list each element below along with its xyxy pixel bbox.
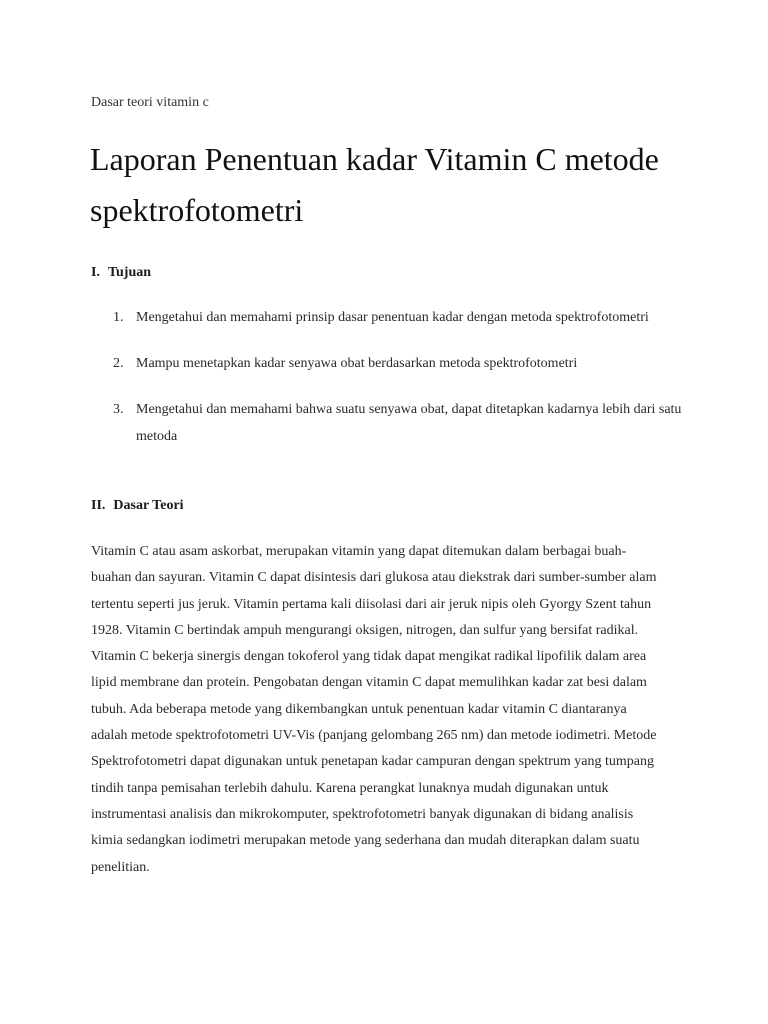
- list-item-text: Mengetahui dan memahami bahwa suatu senyawa obat, dapat ditetapkan kadarnya lebih dari satu metoda: [136, 402, 682, 444]
- body-paragraph: Vitamin C atau asam askorbat, merupakan vitamin yang dapat ditemukan dalam berbagai buah-buahan dan sayuran. Vitamin C dapat disintesis dari glukosa atau diekstrak dari sumber-sumber alam tertentu seperti jus jeruk. Vitamin pertama kali diisolasi dari air jeruk nipis oleh Gyorgy Szent tahun 1928. Vitamin C bertindak ampuh mengurangi oksigen, nitrogen, dan sulfur yang bersifat radikal. Vitamin C bekerja sinergis dengan tokoferol yang tidak dapat mengikat radikal lipofilik dalam area lipid membrane dan protein. Pengobatan dengan vitamin C dapat memulihkan kadar zat besi dalam tubuh. Ada beberapa metode yang dikembangkan untuk penentuan kadar vitamin C diantaranya adalah metode spektrofotometri UV-Vis (panjang gelombang 265 nm) dan metode iodimetri. Metode Spektrofotometri dapat digunakan untuk penetapan kadar campuran dengan spektrum yang tumpang tindih tanpa pemisahan terlebih dahulu. Karena perangkat lunaknya mudah digunakan untuk instrumentasi analisis dan mikrokomputer, spektrofotometri banyak digunakan di bidang analisis kimia sedangkan iodimetri merupakan metode yang sederhana dan mudah diterapkan dalam suatu penelitian.: [91, 544, 657, 875]
- list-marker: 2.: [113, 356, 124, 371]
- section-title: Dasar Teori: [113, 498, 184, 513]
- list-marker: 3.: [113, 402, 124, 417]
- section-number: I.: [91, 265, 100, 280]
- list-item: [91, 304, 691, 331]
- list-marker: 1.: [113, 310, 124, 325]
- list-item: [91, 396, 691, 450]
- section-title: Tujuan: [107, 265, 152, 280]
- list-item-text: Mengetahui dan memahami prinsip dasar penentuan kadar dengan metoda spektrofotometri: [136, 310, 649, 325]
- goal-list: [91, 304, 691, 469]
- document-title: Laporan Penentuan kadar Vitamin C metode spektrofotometri: [90, 141, 659, 228]
- section-heading-dasar-teori: [91, 497, 184, 515]
- document-label: Dasar teori vitamin c: [91, 95, 209, 110]
- section-heading-tujuan: [91, 264, 151, 282]
- list-item-text: Mampu menetapkan kadar senyawa obat berdasarkan metoda spektrofotometri: [136, 356, 578, 371]
- section-number: II.: [91, 498, 106, 513]
- list-item: [91, 350, 691, 377]
